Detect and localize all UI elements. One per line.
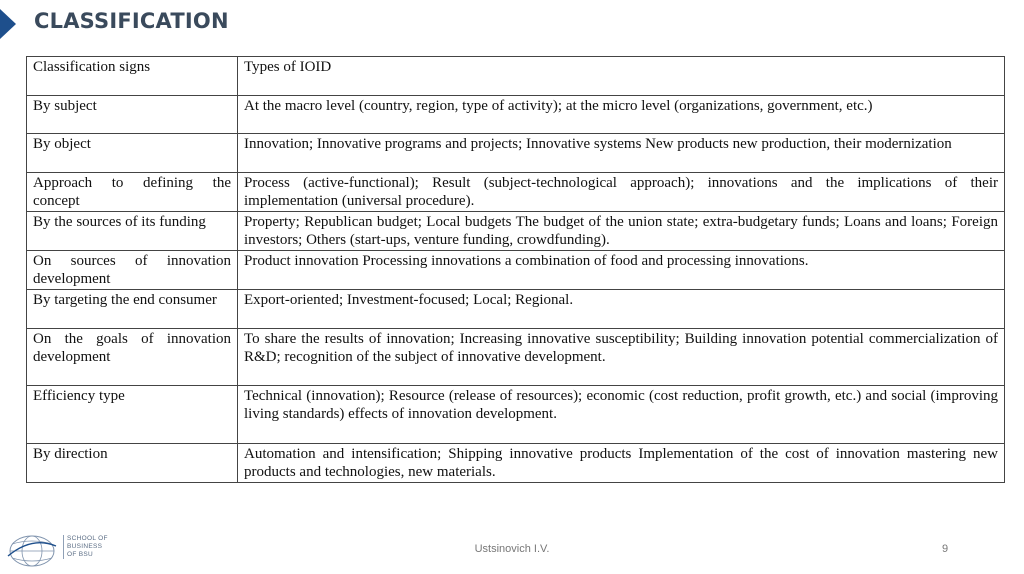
table-cell-sign: By object [27, 134, 238, 173]
table-cell-types: Property; Republican budget; Local budgets The budget of the union state; extra-budgetary funds; Loans and loans; Foreign investors; Others (start-ups, venture funding, crowdfunding). [238, 212, 1005, 251]
table-cell-sign: On the goals of innovation development [27, 329, 238, 386]
table-cell-types: At the macro level (country, region, type of activity); at the micro level (organizations, government, etc.) [238, 96, 1005, 134]
table-cell-types: Export-oriented; Investment-focused; Local; Regional. [238, 290, 1005, 329]
table-row [27, 251, 1005, 290]
table-row [27, 57, 1005, 96]
table-cell-types: Technical (innovation); Resource (release of resources); economic (cost reduction, profit growth, etc.) and social (improving living standards) effects of innovation development. [238, 386, 1005, 444]
logo-line: SCHOOL OF [67, 535, 108, 542]
table-row [27, 96, 1005, 134]
table-cell-sign: By the sources of its funding [27, 212, 238, 251]
table-cell-sign: Classification signs [27, 57, 238, 96]
table-row [27, 444, 1005, 483]
table-cell-sign: Approach to defining the concept [27, 173, 238, 212]
table-row [27, 134, 1005, 173]
logo-line: BUSINESS [67, 543, 103, 550]
table-cell-types: Process (active-functional); Result (subject-technological approach); innovations and the implications of their implementation (universal procedure). [238, 173, 1005, 212]
table-row [27, 290, 1005, 329]
table-row [27, 386, 1005, 444]
table-cell-types: Automation and intensification; Shipping innovative products Implementation of the cost of innovation mastering new products and technologies, new materials. [238, 444, 1005, 483]
table-cell-types: To share the results of innovation; Increasing innovative susceptibility; Building innovation potential commercialization of R&D; recognition of the subject of innovative development. [238, 329, 1005, 386]
table-row [27, 329, 1005, 386]
classification-table [26, 56, 1005, 483]
table-cell-sign: By targeting the end consumer [27, 290, 238, 329]
table-cell-sign: By direction [27, 444, 238, 483]
logo-line: OF BSU [67, 551, 93, 558]
table-cell-sign: By subject [27, 96, 238, 134]
table-row [27, 212, 1005, 251]
table-row [27, 173, 1005, 212]
table-cell-sign: Efficiency type [27, 386, 238, 444]
page-title: CLASSIFICATION [34, 9, 229, 33]
title-marker [0, 9, 16, 39]
table-cell-types: Product innovation Processing innovations a combination of food and processing innovations. [238, 251, 1005, 290]
table-cell-types: Innovation; Innovative programs and projects; Innovative systems New products new production, their modernization [238, 134, 1005, 173]
table-cell-types: Types of IOID [238, 57, 1005, 96]
footer-author: Ustsinovich I.V. [474, 543, 550, 555]
table-cell-sign: On sources of innovation development [27, 251, 238, 290]
page-number: 9 [942, 543, 949, 555]
